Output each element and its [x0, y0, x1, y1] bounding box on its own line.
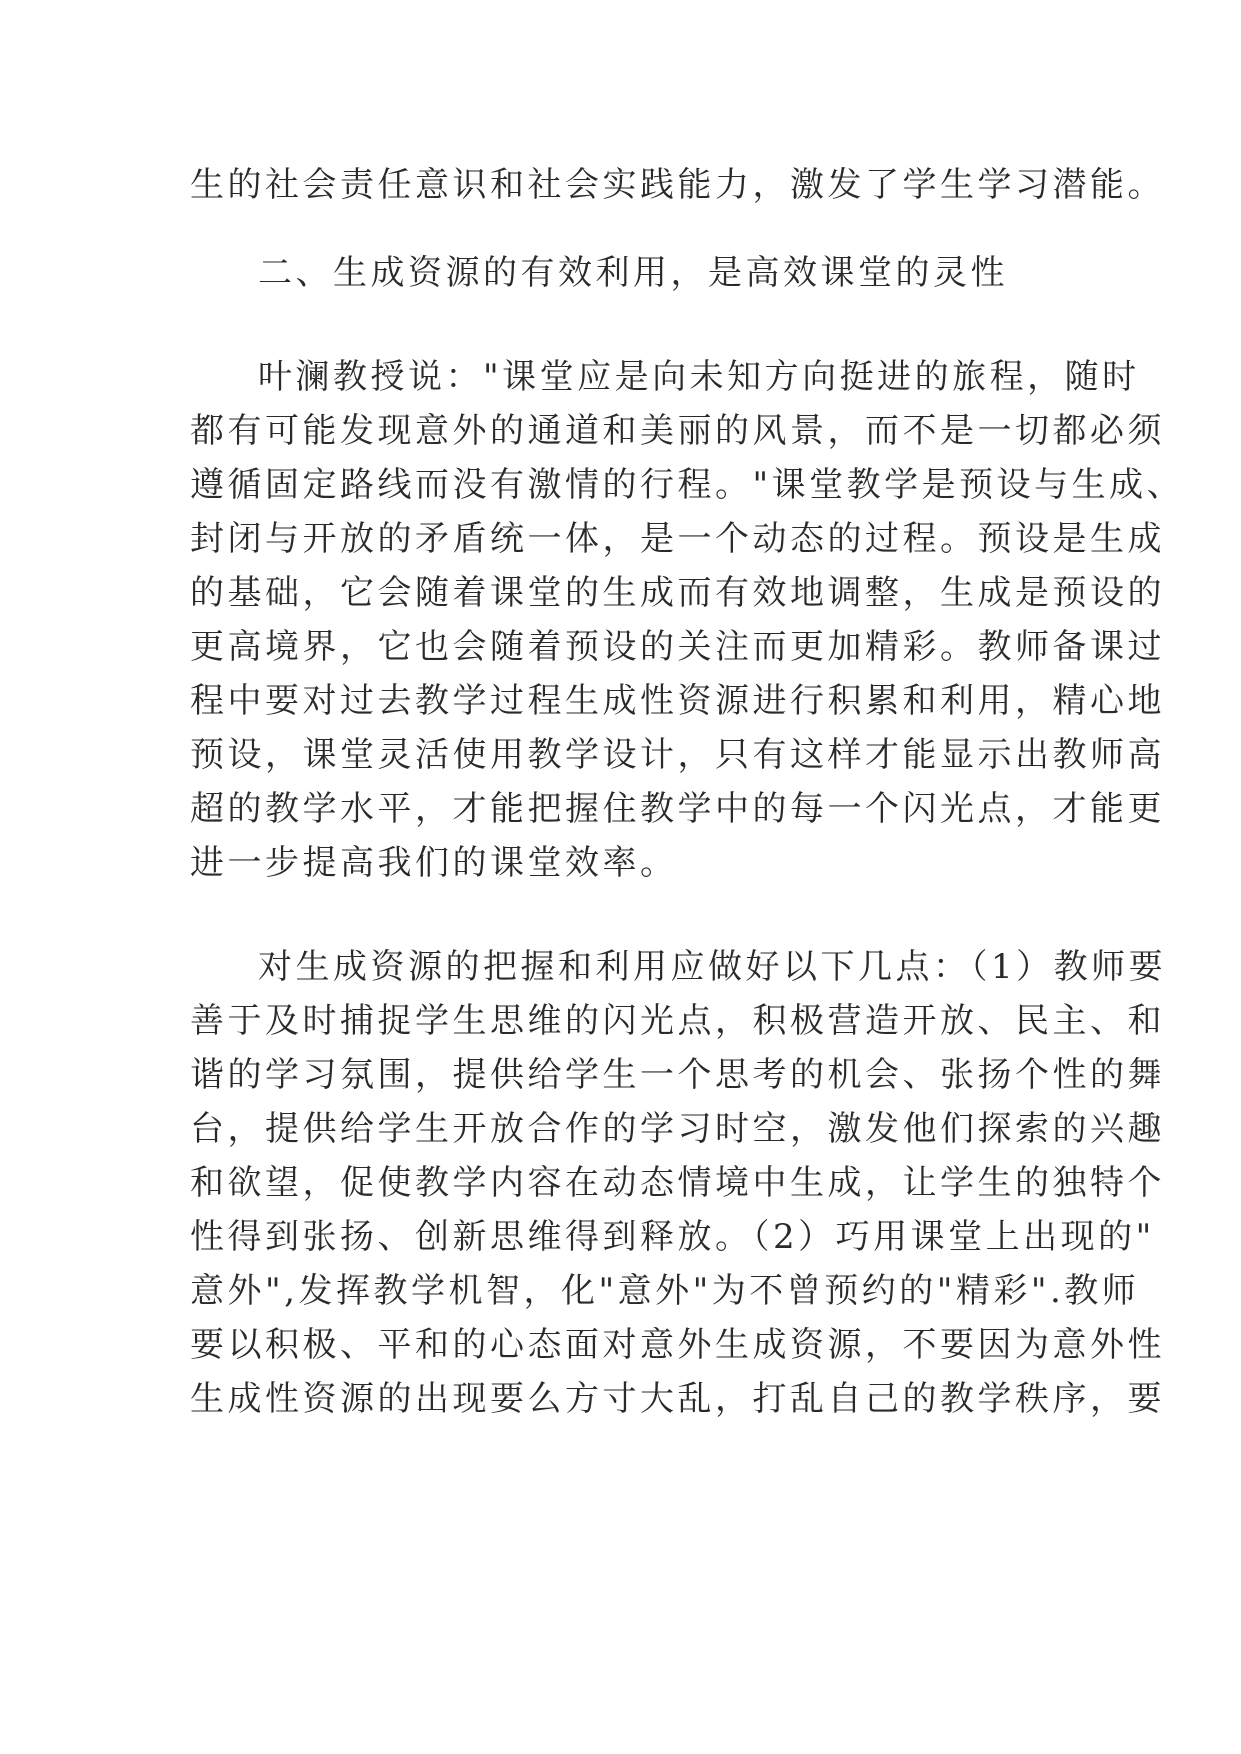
text-line: 超的教学水平，才能把握住教学中的每一个闪光点，才能更	[190, 789, 1165, 829]
paragraph-first-line: 叶澜教授说："课堂应是向未知方向挺进的旅程，随时	[258, 357, 1140, 397]
text-line: 程中要对过去教学过程生成性资源进行积累和利用，精心地	[190, 681, 1165, 721]
text-line: 要以积极、平和的心态面对意外生成资源，不要因为意外性	[190, 1325, 1165, 1365]
section-heading: 二、生成资源的有效利用，是高效课堂的灵性	[258, 253, 1008, 293]
text-line: 谐的学习氛围，提供给学生一个思考的机会、张扬个性的舞	[190, 1055, 1165, 1095]
text-line: 的基础，它会随着课堂的生成而有效地调整，生成是预设的	[190, 573, 1165, 613]
text-line: 和欲望，促使教学内容在动态情境中生成，让学生的独特个	[190, 1163, 1165, 1203]
text-line: 封闭与开放的矛盾统一体，是一个动态的过程。预设是生成	[190, 519, 1165, 559]
text-line: 生成性资源的出现要么方寸大乱，打乱自己的教学秩序，要	[190, 1379, 1165, 1419]
text-line: 善于及时捕捉学生思维的闪光点，积极营造开放、民主、和	[190, 1001, 1165, 1041]
text-line: 进一步提高我们的课堂效率。	[190, 843, 678, 883]
paragraph-first-line: 对生成资源的把握和利用应做好以下几点：（1）教师要	[258, 947, 1167, 987]
text-line: 意外",发挥教学机智，化"意外"为不曾预约的"精彩".教师	[190, 1271, 1140, 1311]
text-line: 台，提供给学生开放合作的学习时空，激发他们探索的兴趣	[190, 1109, 1165, 1149]
text-line: 都有可能发现意外的通道和美丽的风景，而不是一切都必须	[190, 411, 1165, 451]
text-line: 预设，课堂灵活使用教学设计，只有这样才能显示出教师高	[190, 735, 1165, 775]
text-line: 更高境界，它也会随着预设的关注而更加精彩。教师备课过	[190, 627, 1165, 667]
text-line: 性得到张扬、创新思维得到释放。（2）巧用课堂上出现的"	[190, 1217, 1155, 1257]
text-line: 遵循固定路线而没有激情的行程。"课堂教学是预设与生成、	[190, 465, 1185, 505]
text-line: 生的社会责任意识和社会实践能力，激发了学生学习潜能。	[190, 165, 1165, 205]
